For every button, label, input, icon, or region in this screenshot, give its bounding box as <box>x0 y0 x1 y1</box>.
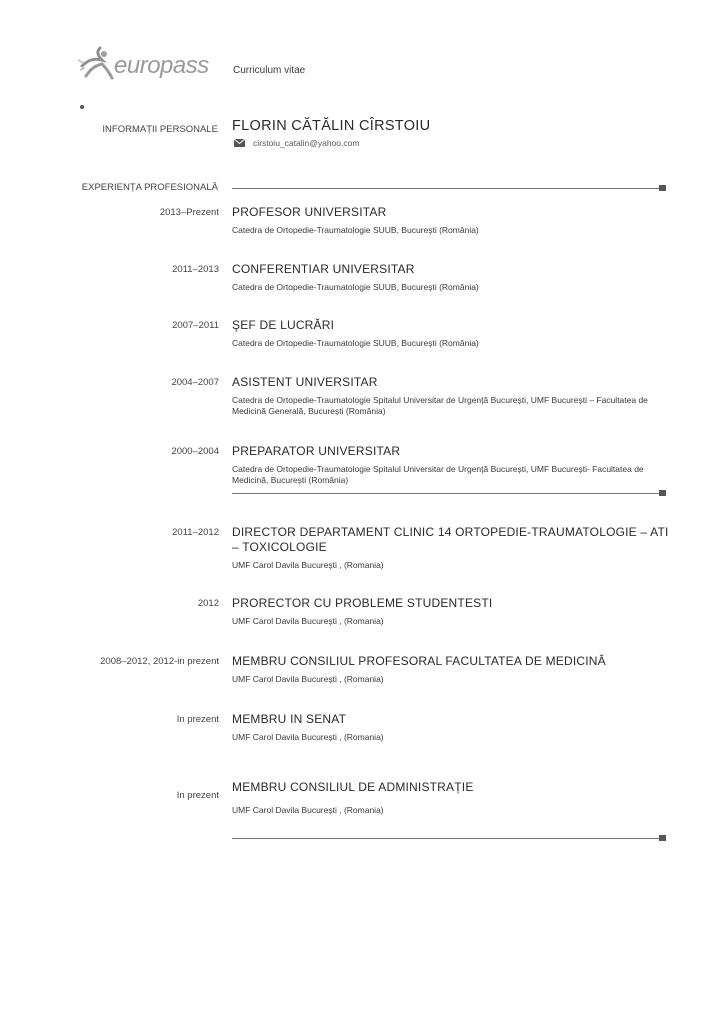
entry-organization: Catedra de Ortopedie-Traumatologie SUUB, București (România) <box>232 225 479 235</box>
entry-title: PROFESOR UNIVERSITAR <box>232 205 387 219</box>
entry-date: 2013–Prezent <box>159 207 219 218</box>
entry-organization: Catedra de Ortopedie-Traumatologie Spitalul Universitar de Urgență București, UMF București – Facultatea de Medicină Generală, București (România) <box>232 395 648 416</box>
entry-title: ŞEF DE LUCRĂRI <box>232 318 335 332</box>
entry-date: 2011–2013 <box>172 264 219 275</box>
europass-figure-icon <box>76 46 116 82</box>
entry-title: PRORECTOR CU PROBLEME STUDENTESTI <box>232 596 493 610</box>
experience-entry <box>232 712 672 743</box>
entry-date: 2007–2011 <box>172 320 219 331</box>
entry-organization: Catedra de Ortopedie-Traumatologie Spitalul Universitar de Urgență București, UMF București- Facultatea de Medicină, București (România) <box>232 464 644 485</box>
entry-date: 2000–2004 <box>171 446 219 457</box>
experience-entry <box>232 375 672 417</box>
person-name: FLORIN CĂTĂLIN CÎRSTOIU <box>232 118 431 134</box>
experience-entry <box>232 780 672 816</box>
email-address[interactable]: cirstoiu_catalin@yahoo.com <box>253 138 360 148</box>
document-title: Curriculum vitae <box>233 65 306 76</box>
entry-rule <box>232 838 660 839</box>
section-label-personal: INFORMAȚII PERSONALE <box>102 124 218 135</box>
entry-organization: Catedra de Ortopedie-Traumatologie SUUB, București (România) <box>232 282 479 292</box>
experience-entry <box>232 318 672 349</box>
entry-title: MEMBRU CONSILIUL DE ADMINISTRAȚIE <box>232 780 474 794</box>
rule-end-marker <box>659 490 666 496</box>
entry-date: 2004–2007 <box>171 377 219 388</box>
email-row <box>234 138 359 148</box>
entry-date: In prezent <box>176 714 219 725</box>
entry-date: 2008–2012, 2012-in prezent <box>100 656 219 667</box>
entry-organization: Catedra de Ortopedie-Traumatologie SUUB, București (România) <box>232 338 479 348</box>
entry-date: 2011–2012 <box>172 527 219 538</box>
logo-text: europass <box>114 52 209 79</box>
section-rule <box>232 188 660 189</box>
entry-title: PREPARATOR UNIVERSITAR <box>232 444 401 458</box>
entry-title: ASISTENT UNIVERSITAR <box>232 375 378 389</box>
section-label-experience: EXPERIENȚA PROFESIONALĂ <box>81 182 218 193</box>
entry-title: MEMBRU CONSILIUL PROFESORAL FACULTATEA DE MEDICINĂ <box>232 654 606 668</box>
entry-organization: UMF Carol Davila București , (Romania) <box>232 805 384 815</box>
entry-organization: UMF Carol Davila București , (Romania) <box>232 674 384 684</box>
entry-organization: UMF Carol Davila București , (Romania) <box>232 616 384 626</box>
experience-entry <box>232 205 672 236</box>
experience-entry <box>232 262 672 293</box>
entry-title: CONFERENTIAR UNIVERSITAR <box>232 262 415 276</box>
entry-title: MEMBRU IN SENAT <box>232 712 347 726</box>
experience-entry <box>232 444 672 486</box>
rule-end-marker <box>659 185 666 191</box>
entry-organization: UMF Carol Davila București , (Romania) <box>232 560 384 570</box>
experience-entry <box>232 525 672 571</box>
experience-entry <box>232 654 672 685</box>
rule-end-marker <box>659 835 666 841</box>
envelope-icon <box>234 139 245 147</box>
bullet-dot <box>80 105 84 109</box>
entry-date: 2012 <box>197 598 219 609</box>
entry-date: In prezent <box>176 790 219 801</box>
entry-organization: UMF Carol Davila București , (Romania) <box>232 732 384 742</box>
experience-entry <box>232 596 672 627</box>
entry-title: DIRECTOR DEPARTAMENT CLINIC 14 ORTOPEDIE-TRAUMATOLOGIE – ATI – TOXICOLOGIE <box>232 525 669 554</box>
entry-rule <box>232 493 660 494</box>
europass-logo <box>76 44 226 84</box>
